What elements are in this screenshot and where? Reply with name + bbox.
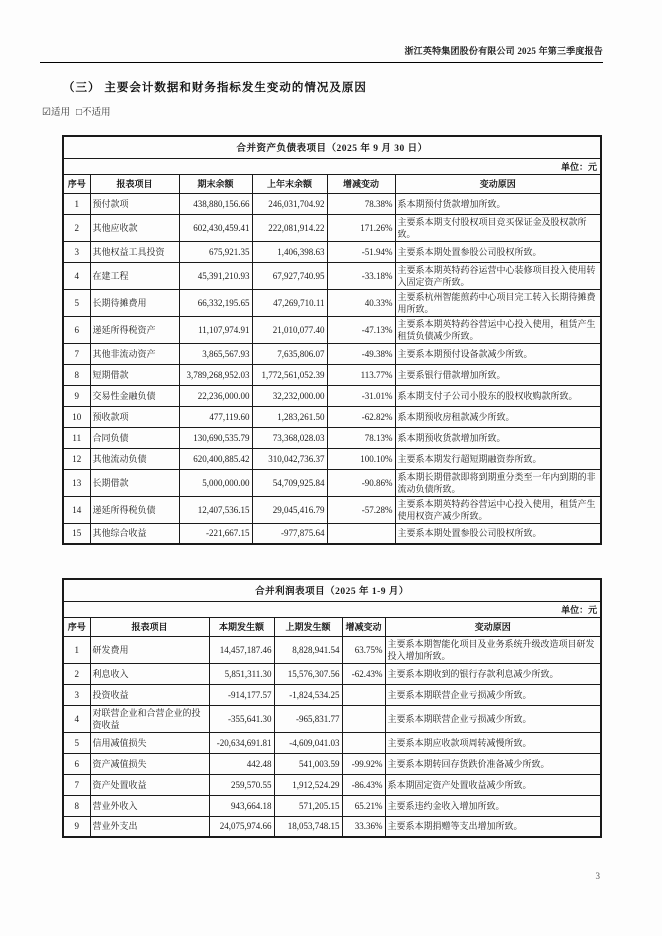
unchecked-checkbox-icon: □ — [75, 107, 83, 118]
row-index-cell: 3 — [63, 684, 90, 705]
amount-prior-cell: 310,042,736.37 — [252, 448, 327, 469]
change-percent-cell: 78.38% — [327, 193, 395, 214]
amount-current-cell: -221,667.15 — [179, 523, 252, 544]
amount-prior-cell: 1,912,524.29 — [274, 774, 342, 795]
row-index-cell: 2 — [63, 214, 90, 241]
table-row — [63, 732, 601, 753]
row-index-cell: 5 — [63, 732, 90, 753]
row-index-cell: 14 — [63, 496, 90, 523]
table-row — [63, 816, 601, 837]
applicable-label: 适用 — [50, 108, 70, 118]
section-heading: （三） 主要会计数据和财务指标发生变动的情况及原因 — [63, 82, 367, 94]
table-row — [63, 774, 601, 795]
row-index-cell: 1 — [63, 193, 90, 214]
table-row — [63, 241, 601, 262]
change-percent-cell: -49.38% — [327, 343, 395, 364]
report-item-cell: 预付款项 — [90, 193, 179, 214]
change-reason-cell: 主要系本期处置参股公司股权所致。 — [395, 523, 601, 544]
amount-current-cell: 943,664.18 — [209, 795, 274, 816]
row-index-cell: 6 — [63, 753, 90, 774]
report-item-cell: 其他非流动资产 — [90, 343, 179, 364]
row-index-cell: 8 — [63, 795, 90, 816]
unit-row — [63, 158, 601, 174]
amount-prior-cell: -4,609,041.03 — [274, 732, 342, 753]
amount-prior-cell: 541,003.59 — [274, 753, 342, 774]
header-divider — [40, 62, 603, 63]
row-index-cell: 9 — [63, 816, 90, 837]
amount-prior-cell: 73,368,028.03 — [252, 427, 327, 448]
change-reason-cell: 主要系本期预付设备款减少所致。 — [395, 343, 601, 364]
table-row — [63, 663, 601, 684]
column-header: 增减变动 — [342, 617, 385, 636]
row-index-cell: 4 — [63, 705, 90, 732]
row-index-cell: 3 — [63, 241, 90, 262]
amount-prior-cell: -977,875.64 — [252, 523, 327, 544]
table-row — [63, 406, 601, 427]
report-item-cell: 交易性金融负债 — [90, 385, 179, 406]
report-item-cell: 信用减值损失 — [90, 732, 209, 753]
change-reason-cell: 主要系本期支付股权项目竞买保证金及股权款所致。 — [395, 214, 601, 241]
amount-current-cell: 477,119.60 — [179, 406, 252, 427]
change-reason-cell: 主要系本期应收款项周转减慢所致。 — [385, 732, 601, 753]
report-item-cell: 其他综合收益 — [90, 523, 179, 544]
report-item-cell: 资产处置收益 — [90, 774, 209, 795]
amount-current-cell: 14,457,187.46 — [209, 636, 274, 663]
report-item-cell: 在建工程 — [90, 262, 179, 289]
amount-current-cell: 3,789,268,952.03 — [179, 364, 252, 385]
column-header: 序号 — [63, 174, 90, 193]
amount-current-cell: 5,851,311.30 — [209, 663, 274, 684]
change-reason-cell: 系本期支付子公司小股东的股权收购款所致。 — [395, 385, 601, 406]
column-header: 报表项目 — [90, 174, 179, 193]
change-reason-cell: 主要系本期智能化项目及业务系统升级改造项目研发投入增加所致。 — [385, 636, 601, 663]
table-row — [63, 193, 601, 214]
change-percent-cell: 65.21% — [342, 795, 385, 816]
change-reason-cell: 主要系本期英特药谷运营中心装修项目投入使用转入固定资产所致。 — [395, 262, 601, 289]
report-item-cell: 递延所得税负债 — [90, 496, 179, 523]
amount-current-cell: 602,430,459.41 — [179, 214, 252, 241]
table-row — [63, 523, 601, 544]
report-item-cell: 研发费用 — [90, 636, 209, 663]
amount-prior-cell: -1,824,534.25 — [274, 684, 342, 705]
table-row — [63, 289, 601, 316]
change-reason-cell: 主要系本期联营企业亏损减少所致。 — [385, 684, 601, 705]
change-percent-cell: 78.13% — [327, 427, 395, 448]
running-header-title: 浙江英特集团股份有限公司 2025 年第三季度报告 — [404, 46, 603, 56]
amount-current-cell: -914,177.57 — [209, 684, 274, 705]
table-title-row — [63, 579, 601, 601]
change-percent-cell: -62.82% — [327, 406, 395, 427]
row-index-cell: 7 — [63, 343, 90, 364]
row-index-cell: 1 — [63, 636, 90, 663]
row-index-cell: 10 — [63, 406, 90, 427]
amount-prior-cell: 21,010,077.40 — [252, 316, 327, 343]
report-item-cell: 短期借款 — [90, 364, 179, 385]
table-row — [63, 636, 601, 663]
row-index-cell: 12 — [63, 448, 90, 469]
report-item-cell: 递延所得税资产 — [90, 316, 179, 343]
amount-prior-cell: 222,081,914.22 — [252, 214, 327, 241]
report-item-cell: 合同负债 — [90, 427, 179, 448]
amount-prior-cell: 47,269,710.11 — [252, 289, 327, 316]
change-percent-cell: -62.43% — [342, 663, 385, 684]
amount-prior-cell: 7,635,806.07 — [252, 343, 327, 364]
amount-current-cell: -20,634,691.81 — [209, 732, 274, 753]
amount-current-cell: 130,690,535.79 — [179, 427, 252, 448]
amount-current-cell: 66,332,195.65 — [179, 289, 252, 316]
change-reason-cell: 主要系本期收到的银行存款利息减少所致。 — [385, 663, 601, 684]
table-title: 合并资产负债表项目（2025 年 9 月 30 日） — [63, 136, 601, 158]
amount-current-cell: 675,921.35 — [179, 241, 252, 262]
change-reason-cell: 主要系本期发行超短期融资券所致。 — [395, 448, 601, 469]
change-reason-cell: 主要系本期英特药谷营运中心投入使用，租赁产生使用权资产减少所致。 — [395, 496, 601, 523]
table-row — [63, 364, 601, 385]
column-header-row — [63, 617, 601, 636]
amount-current-cell: 620,400,885.42 — [179, 448, 252, 469]
change-percent-cell — [342, 732, 385, 753]
change-percent-cell: -99.92% — [342, 753, 385, 774]
change-reason-cell: 主要系本期转回存货跌价准备减少所致。 — [385, 753, 601, 774]
change-percent-cell: -31.01% — [327, 385, 395, 406]
change-percent-cell — [342, 705, 385, 732]
amount-current-cell: 5,000,000.00 — [179, 469, 252, 496]
amount-current-cell: 442.48 — [209, 753, 274, 774]
amount-current-cell: 22,236,000.00 — [179, 385, 252, 406]
amount-prior-cell: -965,831.77 — [274, 705, 342, 732]
table-row — [63, 427, 601, 448]
report-item-cell: 其他权益工具投资 — [90, 241, 179, 262]
table-row — [63, 705, 601, 732]
row-index-cell: 4 — [63, 262, 90, 289]
amount-prior-cell: 1,406,398.63 — [252, 241, 327, 262]
table-row — [63, 795, 601, 816]
table-row — [63, 448, 601, 469]
report-item-cell: 对联营企业和合营企业的投资收益 — [90, 705, 209, 732]
amount-prior-cell: 29,045,416.79 — [252, 496, 327, 523]
report-item-cell: 营业外支出 — [90, 816, 209, 837]
report-item-cell: 营业外收入 — [90, 795, 209, 816]
table-row — [63, 262, 601, 289]
amount-current-cell: 11,107,974.91 — [179, 316, 252, 343]
column-header: 增减变动 — [327, 174, 395, 193]
change-percent-cell: 113.77% — [327, 364, 395, 385]
row-index-cell: 7 — [63, 774, 90, 795]
change-reason-cell: 主要系本期处置参股公司股权所致。 — [395, 241, 601, 262]
change-percent-cell: 100.10% — [327, 448, 395, 469]
change-reason-cell: 主要系银行借款增加所致。 — [395, 364, 601, 385]
row-index-cell: 2 — [63, 663, 90, 684]
amount-prior-cell: 1,772,561,052.39 — [252, 364, 327, 385]
change-reason-cell: 主要系违约金收入增加所致。 — [385, 795, 601, 816]
report-item-cell: 预收款项 — [90, 406, 179, 427]
column-header: 本期发生额 — [209, 617, 274, 636]
change-percent-cell: -57.28% — [327, 496, 395, 523]
row-index-cell: 8 — [63, 364, 90, 385]
page-number: 3 — [595, 871, 600, 881]
row-index-cell: 13 — [63, 469, 90, 496]
amount-prior-cell: 54,709,925.84 — [252, 469, 327, 496]
table-row — [63, 316, 601, 343]
amount-current-cell: 259,570.55 — [209, 774, 274, 795]
table-row — [63, 684, 601, 705]
column-header: 报表项目 — [90, 617, 209, 636]
unit-label: 单位：元 — [63, 601, 601, 617]
amount-prior-cell: 571,205.15 — [274, 795, 342, 816]
change-reason-cell: 主要系本期联营企业亏损减少所致。 — [385, 705, 601, 732]
amount-prior-cell: 67,927,740.95 — [252, 262, 327, 289]
table-row — [63, 469, 601, 496]
change-reason-cell: 系本期长期借款即将到期重分类至一年内到期的非流动负债所致。 — [395, 469, 601, 496]
table-title: 合并利润表项目（2025 年 1-9 月） — [63, 579, 601, 601]
column-header: 序号 — [63, 617, 90, 636]
amount-prior-cell: 1,283,261.50 — [252, 406, 327, 427]
column-header: 上期发生额 — [274, 617, 342, 636]
change-reason-cell: 系本期预收货款增加所致。 — [395, 427, 601, 448]
applicability-line — [42, 104, 111, 118]
row-index-cell: 9 — [63, 385, 90, 406]
amount-current-cell: 12,407,536.15 — [179, 496, 252, 523]
report-item-cell: 长期借款 — [90, 469, 179, 496]
column-header: 上年末余额 — [252, 174, 327, 193]
change-percent-cell — [327, 523, 395, 544]
not-applicable-label: 不适用 — [82, 108, 111, 118]
amount-current-cell: 3,865,567.93 — [179, 343, 252, 364]
column-header-row — [63, 174, 601, 193]
balance-sheet-items-table — [62, 135, 602, 545]
amount-prior-cell: 18,053,748.15 — [274, 816, 342, 837]
column-header: 期末余额 — [179, 174, 252, 193]
amount-prior-cell: 15,576,307.56 — [274, 663, 342, 684]
change-reason-cell: 主要系本期捐赠等支出增加所致。 — [385, 816, 601, 837]
change-percent-cell: -51.94% — [327, 241, 395, 262]
table-row — [63, 385, 601, 406]
change-percent-cell — [342, 684, 385, 705]
change-percent-cell: 33.36% — [342, 816, 385, 837]
change-percent-cell: -90.86% — [327, 469, 395, 496]
change-reason-cell: 系本期预付货款增加所致。 — [395, 193, 601, 214]
report-item-cell: 投资收益 — [90, 684, 209, 705]
row-index-cell: 6 — [63, 316, 90, 343]
table-row — [63, 496, 601, 523]
row-index-cell: 15 — [63, 523, 90, 544]
amount-current-cell: 438,880,156.66 — [179, 193, 252, 214]
report-item-cell: 长期待摊费用 — [90, 289, 179, 316]
amount-prior-cell: 246,031,704.92 — [252, 193, 327, 214]
amount-prior-cell: 32,232,000.00 — [252, 385, 327, 406]
row-index-cell: 5 — [63, 289, 90, 316]
report-item-cell: 利息收入 — [90, 663, 209, 684]
amount-current-cell: -355,641.30 — [209, 705, 274, 732]
report-item-cell: 资产减值损失 — [90, 753, 209, 774]
change-percent-cell: -86.43% — [342, 774, 385, 795]
amount-current-cell: 45,391,210.93 — [179, 262, 252, 289]
change-reason-cell: 系本期固定资产处置收益减少所致。 — [385, 774, 601, 795]
row-index-cell: 11 — [63, 427, 90, 448]
report-item-cell: 其他流动负债 — [90, 448, 179, 469]
change-percent-cell: 40.33% — [327, 289, 395, 316]
column-header: 变动原因 — [385, 617, 601, 636]
table-title-row — [63, 136, 601, 158]
change-reason-cell: 主要系本期英特药谷营运中心投入使用，租赁产生租赁负债减少所致。 — [395, 316, 601, 343]
change-percent-cell: -47.13% — [327, 316, 395, 343]
amount-prior-cell: 8,828,941.54 — [274, 636, 342, 663]
amount-current-cell: 24,075,974.66 — [209, 816, 274, 837]
column-header: 变动原因 — [395, 174, 601, 193]
checked-checkbox-icon: ☑ — [42, 107, 51, 118]
table-row — [63, 343, 601, 364]
unit-label: 单位：元 — [63, 158, 601, 174]
change-percent-cell: 171.26% — [327, 214, 395, 241]
unit-row — [63, 601, 601, 617]
table-row — [63, 214, 601, 241]
report-item-cell: 其他应收款 — [90, 214, 179, 241]
table-row — [63, 753, 601, 774]
income-statement-items-table — [62, 578, 602, 838]
change-reason-cell: 主要系杭州智能煎药中心项目完工转入长期待摊费用所致。 — [395, 289, 601, 316]
change-percent-cell: -33.18% — [327, 262, 395, 289]
change-percent-cell: 63.75% — [342, 636, 385, 663]
change-reason-cell: 系本期预收房租款减少所致。 — [395, 406, 601, 427]
